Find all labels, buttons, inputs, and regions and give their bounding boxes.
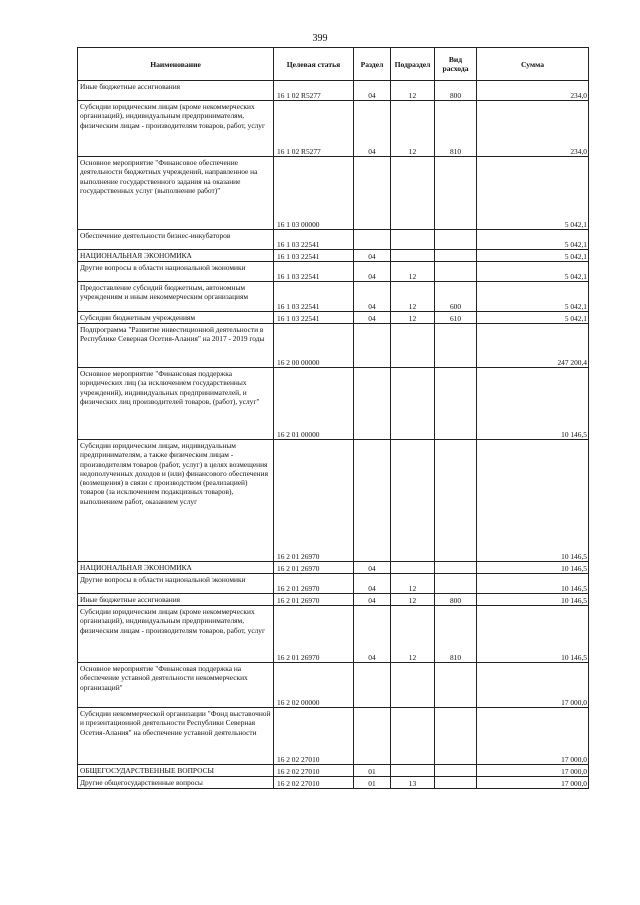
row-name: Субсидии юридическим лицам (кроме некоммерческих организаций), индивидуальным предпринимателям, физическим лицам - производителям товаров, работ, услуг	[78, 606, 274, 663]
row-section	[354, 708, 391, 765]
row-subsection: 12	[391, 312, 435, 324]
row-subsection: 12	[391, 101, 435, 157]
row-target: 16 1 02 R5277	[274, 81, 354, 101]
row-target: 16 2 02 27010	[274, 765, 354, 777]
row-section: 01	[354, 777, 391, 789]
table-row	[78, 777, 589, 789]
table-row	[78, 157, 589, 230]
table-row	[78, 324, 589, 368]
row-name: Субсидии некоммерческой организации "Фонд выставочной и презентационной деятельности Республики Северная Осетия-Алания" на обеспечение уставной деятельности	[78, 708, 274, 765]
row-section	[354, 230, 391, 250]
row-target: 16 2 02 00000	[274, 663, 354, 708]
row-sum: 5 042,1	[477, 282, 589, 312]
header-expense-type: Вид расхода	[435, 48, 477, 81]
row-expense-type	[435, 230, 477, 250]
table-row	[78, 368, 589, 440]
row-expense-type	[435, 777, 477, 789]
row-subsection	[391, 368, 435, 440]
row-target: 16 1 03 22541	[274, 230, 354, 250]
row-sum: 10 146,5	[477, 368, 589, 440]
table-row	[78, 708, 589, 765]
row-expense-type	[435, 708, 477, 765]
row-name: Основное мероприятие "Финансовая поддержка на обеспечение уставной деятельности некоммерческих организаций"	[78, 663, 274, 708]
row-expense-type: 800	[435, 81, 477, 101]
table-row	[78, 562, 589, 574]
row-expense-type: 810	[435, 606, 477, 663]
row-expense-type	[435, 574, 477, 594]
row-sum: 17 000,0	[477, 765, 589, 777]
row-sum: 10 146,5	[477, 606, 589, 663]
row-expense-type	[435, 440, 477, 562]
row-name: НАЦИОНАЛЬНАЯ ЭКОНОМИКА	[78, 250, 274, 262]
table-row	[78, 262, 589, 282]
row-expense-type	[435, 157, 477, 230]
row-name: Другие вопросы в области национальной экономики	[78, 574, 274, 594]
budget-table	[77, 47, 589, 789]
row-name: Субсидии бюджетным учреждениям	[78, 312, 274, 324]
row-expense-type	[435, 765, 477, 777]
row-section: 04	[354, 594, 391, 606]
row-expense-type	[435, 368, 477, 440]
row-expense-type	[435, 663, 477, 708]
row-section: 04	[354, 606, 391, 663]
row-target: 16 1 03 00000	[274, 157, 354, 230]
row-name: Обеспечение деятельности бизнес-инкубаторов	[78, 230, 274, 250]
page-number: 399	[312, 33, 328, 44]
row-name: ОБЩЕГОСУДАРСТВЕННЫЕ ВОПРОСЫ	[78, 765, 274, 777]
row-expense-type: 800	[435, 594, 477, 606]
table-row	[78, 81, 589, 101]
row-section	[354, 368, 391, 440]
row-target: 16 2 02 27010	[274, 708, 354, 765]
row-expense-type	[435, 324, 477, 368]
table-row	[78, 765, 589, 777]
row-section	[354, 157, 391, 230]
row-section: 04	[354, 262, 391, 282]
header-section: Раздел	[354, 48, 391, 81]
row-section	[354, 324, 391, 368]
header-target: Целевая статья	[274, 48, 354, 81]
row-name: Иные бюджетные ассигнования	[78, 81, 274, 101]
table-row	[78, 440, 589, 562]
row-expense-type	[435, 562, 477, 574]
row-name: Подпрограмма "Развитие инвестиционной деятельности в Республике Северная Осетия-Алания" на 2017 - 2019 годы	[78, 324, 274, 368]
table-header-row	[78, 48, 589, 81]
row-sum: 10 146,5	[477, 440, 589, 562]
row-sum: 5 042,1	[477, 312, 589, 324]
row-sum: 10 146,5	[477, 594, 589, 606]
header-sum: Сумма	[477, 48, 589, 81]
row-section: 04	[354, 312, 391, 324]
row-name: Основное мероприятие "Финансовое обеспечение деятельности бюджетных учреждений, направленное на выполнение государственного задания на оказание государственных услуг (выполнение работ)"	[78, 157, 274, 230]
row-subsection	[391, 708, 435, 765]
row-subsection	[391, 157, 435, 230]
table-row	[78, 574, 589, 594]
row-sum: 5 042,1	[477, 157, 589, 230]
row-sum: 10 146,5	[477, 574, 589, 594]
row-expense-type: 810	[435, 101, 477, 157]
row-subsection	[391, 765, 435, 777]
row-subsection: 12	[391, 594, 435, 606]
table-row	[78, 101, 589, 157]
row-sum: 5 042,1	[477, 250, 589, 262]
row-name: Субсидии юридическим лицам, индивидуальным предпринимателям, а также физическим лицам - производителям товаров (работ, услуг) в целях возмещения недополученных доходов и (или) финансового обеспечения (возмещения) в связи с производством (реализацией) товаров (за исключением подакцизных товаров), выполнением работ, оказанием услуг	[78, 440, 274, 562]
row-target: 16 2 02 27010	[274, 777, 354, 789]
table-row	[78, 250, 589, 262]
row-section	[354, 440, 391, 562]
row-section: 04	[354, 250, 391, 262]
row-name: Другие вопросы в области национальной экономики	[78, 262, 274, 282]
row-expense-type	[435, 262, 477, 282]
row-name: Другие общегосударственные вопросы	[78, 777, 274, 789]
row-name: НАЦИОНАЛЬНАЯ ЭКОНОМИКА	[78, 562, 274, 574]
header-subsection: Подраздел	[391, 48, 435, 81]
row-target: 16 1 02 R5277	[274, 101, 354, 157]
row-subsection	[391, 562, 435, 574]
row-subsection: 12	[391, 81, 435, 101]
row-subsection: 13	[391, 777, 435, 789]
row-subsection: 12	[391, 262, 435, 282]
row-sum: 247 200,4	[477, 324, 589, 368]
row-target: 16 2 01 26970	[274, 606, 354, 663]
row-section	[354, 663, 391, 708]
table-row	[78, 312, 589, 324]
row-target: 16 1 03 22541	[274, 250, 354, 262]
row-section: 01	[354, 765, 391, 777]
row-expense-type: 600	[435, 282, 477, 312]
row-sum: 234,0	[477, 81, 589, 101]
row-subsection	[391, 440, 435, 562]
table-row	[78, 230, 589, 250]
row-sum: 10 146,5	[477, 562, 589, 574]
row-sum: 17 000,0	[477, 777, 589, 789]
row-section: 04	[354, 282, 391, 312]
row-expense-type: 610	[435, 312, 477, 324]
row-target: 16 2 01 26970	[274, 562, 354, 574]
table-row	[78, 663, 589, 708]
row-target: 16 2 01 26970	[274, 574, 354, 594]
row-subsection: 12	[391, 574, 435, 594]
row-sum: 5 042,1	[477, 262, 589, 282]
table-row	[78, 594, 589, 606]
row-section: 04	[354, 81, 391, 101]
row-subsection	[391, 324, 435, 368]
row-target: 16 2 01 26970	[274, 440, 354, 562]
row-target: 16 2 01 00000	[274, 368, 354, 440]
row-expense-type	[435, 250, 477, 262]
row-subsection	[391, 250, 435, 262]
table-row	[78, 606, 589, 663]
row-sum: 234,0	[477, 101, 589, 157]
row-target: 16 1 03 22541	[274, 282, 354, 312]
row-name: Иные бюджетные ассигнования	[78, 594, 274, 606]
row-name: Основное мероприятие "Финансовая поддержка юридических лиц (за исключением государственных учреждений), индивидуальных предпринимателей, и физических лиц производителей товаров, (работ), услуг"	[78, 368, 274, 440]
row-target: 16 1 03 22541	[274, 312, 354, 324]
row-sum: 17 000,0	[477, 708, 589, 765]
row-section: 04	[354, 562, 391, 574]
row-section: 04	[354, 101, 391, 157]
row-target: 16 2 00 00000	[274, 324, 354, 368]
row-subsection	[391, 230, 435, 250]
row-name: Предоставление субсидий бюджетным, автономным учреждениям и иным некоммерческим организациям	[78, 282, 274, 312]
row-sum: 5 042,1	[477, 230, 589, 250]
row-name: Субсидии юридическим лицам (кроме некоммерческих организаций), индивидуальным предпринимателям, физическим лицам - производителям товаров, работ, услуг	[78, 101, 274, 157]
table-row	[78, 282, 589, 312]
row-target: 16 2 01 26970	[274, 594, 354, 606]
row-subsection: 12	[391, 606, 435, 663]
row-section: 04	[354, 574, 391, 594]
header-name: Наименование	[78, 48, 274, 81]
row-subsection	[391, 663, 435, 708]
row-subsection: 12	[391, 282, 435, 312]
row-target: 16 1 03 22541	[274, 262, 354, 282]
row-sum: 17 000,0	[477, 663, 589, 708]
